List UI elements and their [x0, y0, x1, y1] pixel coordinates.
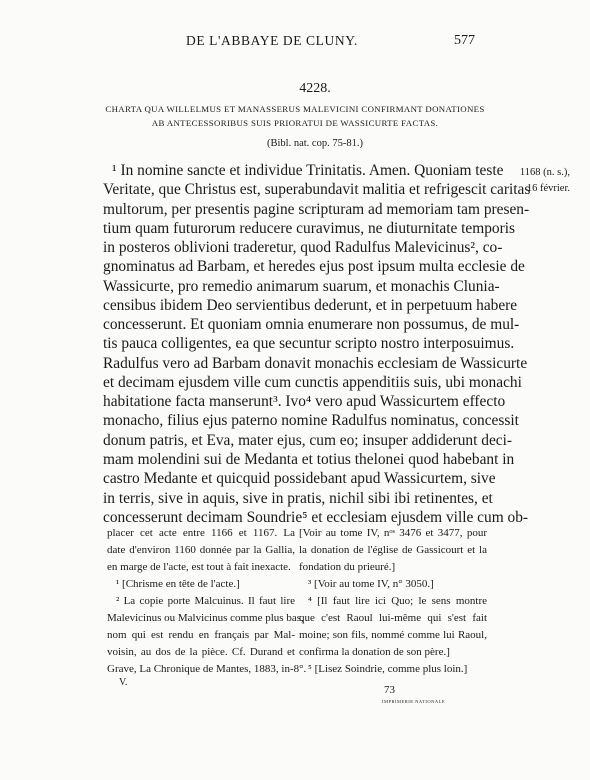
text-line: in terris, sive in aquis, sive in pratis, nichil sibi ibi retinentes, et — [103, 489, 493, 507]
footnote-line: ³ [Voir au tome IV, n° 3050.] — [308, 578, 434, 591]
text-line: habitatione facta manserunt³. Ivo⁴ vero apud Wassicurtem effecto — [103, 393, 506, 411]
footnote-line: ⁵ [Lisez Soindrie, comme plus loin.] — [308, 663, 468, 676]
footnote-line: ² La copie porte Malcuinus. Il faut lire — [116, 595, 295, 608]
footnote-line: la donation de l'église de Gassicourt et la — [299, 544, 487, 557]
sheet-number: 73 — [384, 684, 395, 696]
charter-title — [100, 103, 490, 130]
footnote-line: que c'est Raoul lui-même qui s'est fait — [299, 612, 487, 625]
text-line: castro Medante et quicquid possidebant apud Wassicurtem, sive — [103, 470, 496, 488]
text-line: tium quam futurorum reducere curavimus, ne diuturnitate temporis — [103, 219, 516, 237]
margin-date-line: 1168 (n. s.), — [519, 167, 570, 178]
footnotes-right-column — [299, 525, 487, 678]
text-line: tis pauca colligentes, ea que secuntur scripto nostro interposuimus. — [103, 335, 515, 353]
text-line: concesserunt decimam Soundrie⁵ et ecclesiam ejusdem ville cum ob- — [103, 508, 529, 526]
footnote-line: Grave, La Chronique de Mantes, 1883, in-8°. — [107, 663, 307, 676]
charter-title-line: AB ANTECESSORIBUS SUIS PRIORATUI DE WASSICURTE FACTAS. — [151, 117, 439, 128]
text-line: gnominatus ad Barbam, et heredes ejus post ipsum multa ecclesie de — [103, 258, 525, 276]
running-head: DE L'ABBAYE DE CLUNY. — [186, 33, 358, 48]
footnote-line: date d'environ 1160 donnée par la Gallia, — [107, 544, 295, 557]
page-number: 577 — [454, 33, 475, 48]
footnotes — [107, 525, 487, 725]
footnote-line: placer cet acte entre 1166 et 1167. La — [107, 527, 295, 539]
text-line: multorum, per presentis pagine scripturam ad memoriam tam presen- — [103, 200, 530, 218]
text-line: in posteros oblivioni traderetur, quod Radulfus Malevicinus², co- — [103, 239, 503, 257]
footnote-line: ¹ [Chrisme en tête de l'acte.] — [116, 578, 240, 591]
text-line: monacho, filius ejus paterno nomine Radulfus nominatus, concessit — [103, 412, 519, 430]
footnote-line: Malevicinus ou Malvicinus comme plus bas, — [107, 612, 304, 625]
text-line: ¹ In nomine sancte et individue Trinitatis. Amen. Quoniam teste — [112, 162, 504, 179]
footnote-line: nom qui est rendu en français par Mal- — [107, 629, 295, 642]
charter-number: 4228. — [299, 81, 331, 96]
text-line: et decimam ejusdem ville cum cunctis appenditiis suis, ubi monachi — [103, 373, 522, 391]
text-line: censibus ibidem Deo servientibus dederunt, et in perpetuum habere — [103, 296, 518, 314]
footnote-line: fondation du prieuré.] — [299, 561, 396, 574]
footnote-line: [Voir au tome IV, nᵒˢ 3476 et 3477, pour — [299, 527, 487, 539]
charter-text — [103, 161, 531, 527]
printer-imprint: IMPRIMERIE NATIONALE — [382, 699, 446, 704]
text-line: mam molendini sui de Medanta et totius thelonei quod habebant in — [103, 450, 515, 468]
text-line: Wassicurte, pro remedio animarum suarum, et monachis Clunia- — [103, 277, 500, 295]
text-line: concesserunt. Et quoniam omnia enumerare non possumus, de mul- — [103, 316, 520, 334]
margin-date-line: 16 février. — [526, 183, 570, 194]
charter-title-line: CHARTA QUA WILLELMUS ET MANASSERUS MALEVICINI CONFIRMANT DONATIONES — [105, 104, 485, 114]
footnote-line: en marge de l'acte, est tout à fait inexacte. — [107, 561, 291, 574]
source-reference: (Bibl. nat. cop. 75-81.) — [267, 138, 363, 149]
footnote-line: moine; son fils, nommé comme lui Raoul, — [299, 629, 487, 642]
signature-mark: V. — [119, 677, 128, 688]
text-line: Veritate, que Christus est, superabundavit malitia et refrigescit caritas — [103, 181, 531, 199]
text-line: Radulfus vero ad Barbam donavit monachis ecclesiam de Wassicurte — [103, 354, 528, 372]
footnote-line: confirma la donation de son père.] — [299, 646, 450, 659]
footnotes-left-column — [107, 525, 307, 678]
text-line: donum patris, et Eva, mater ejus, cum eo; insuper addiderunt deci- — [103, 431, 513, 449]
footnote-line: ⁴ [Il faut lire ici Quo; le sens montre — [308, 595, 487, 608]
footnote-line: voisin, au dos de la pièce. Cf. Durand et — [107, 646, 295, 659]
